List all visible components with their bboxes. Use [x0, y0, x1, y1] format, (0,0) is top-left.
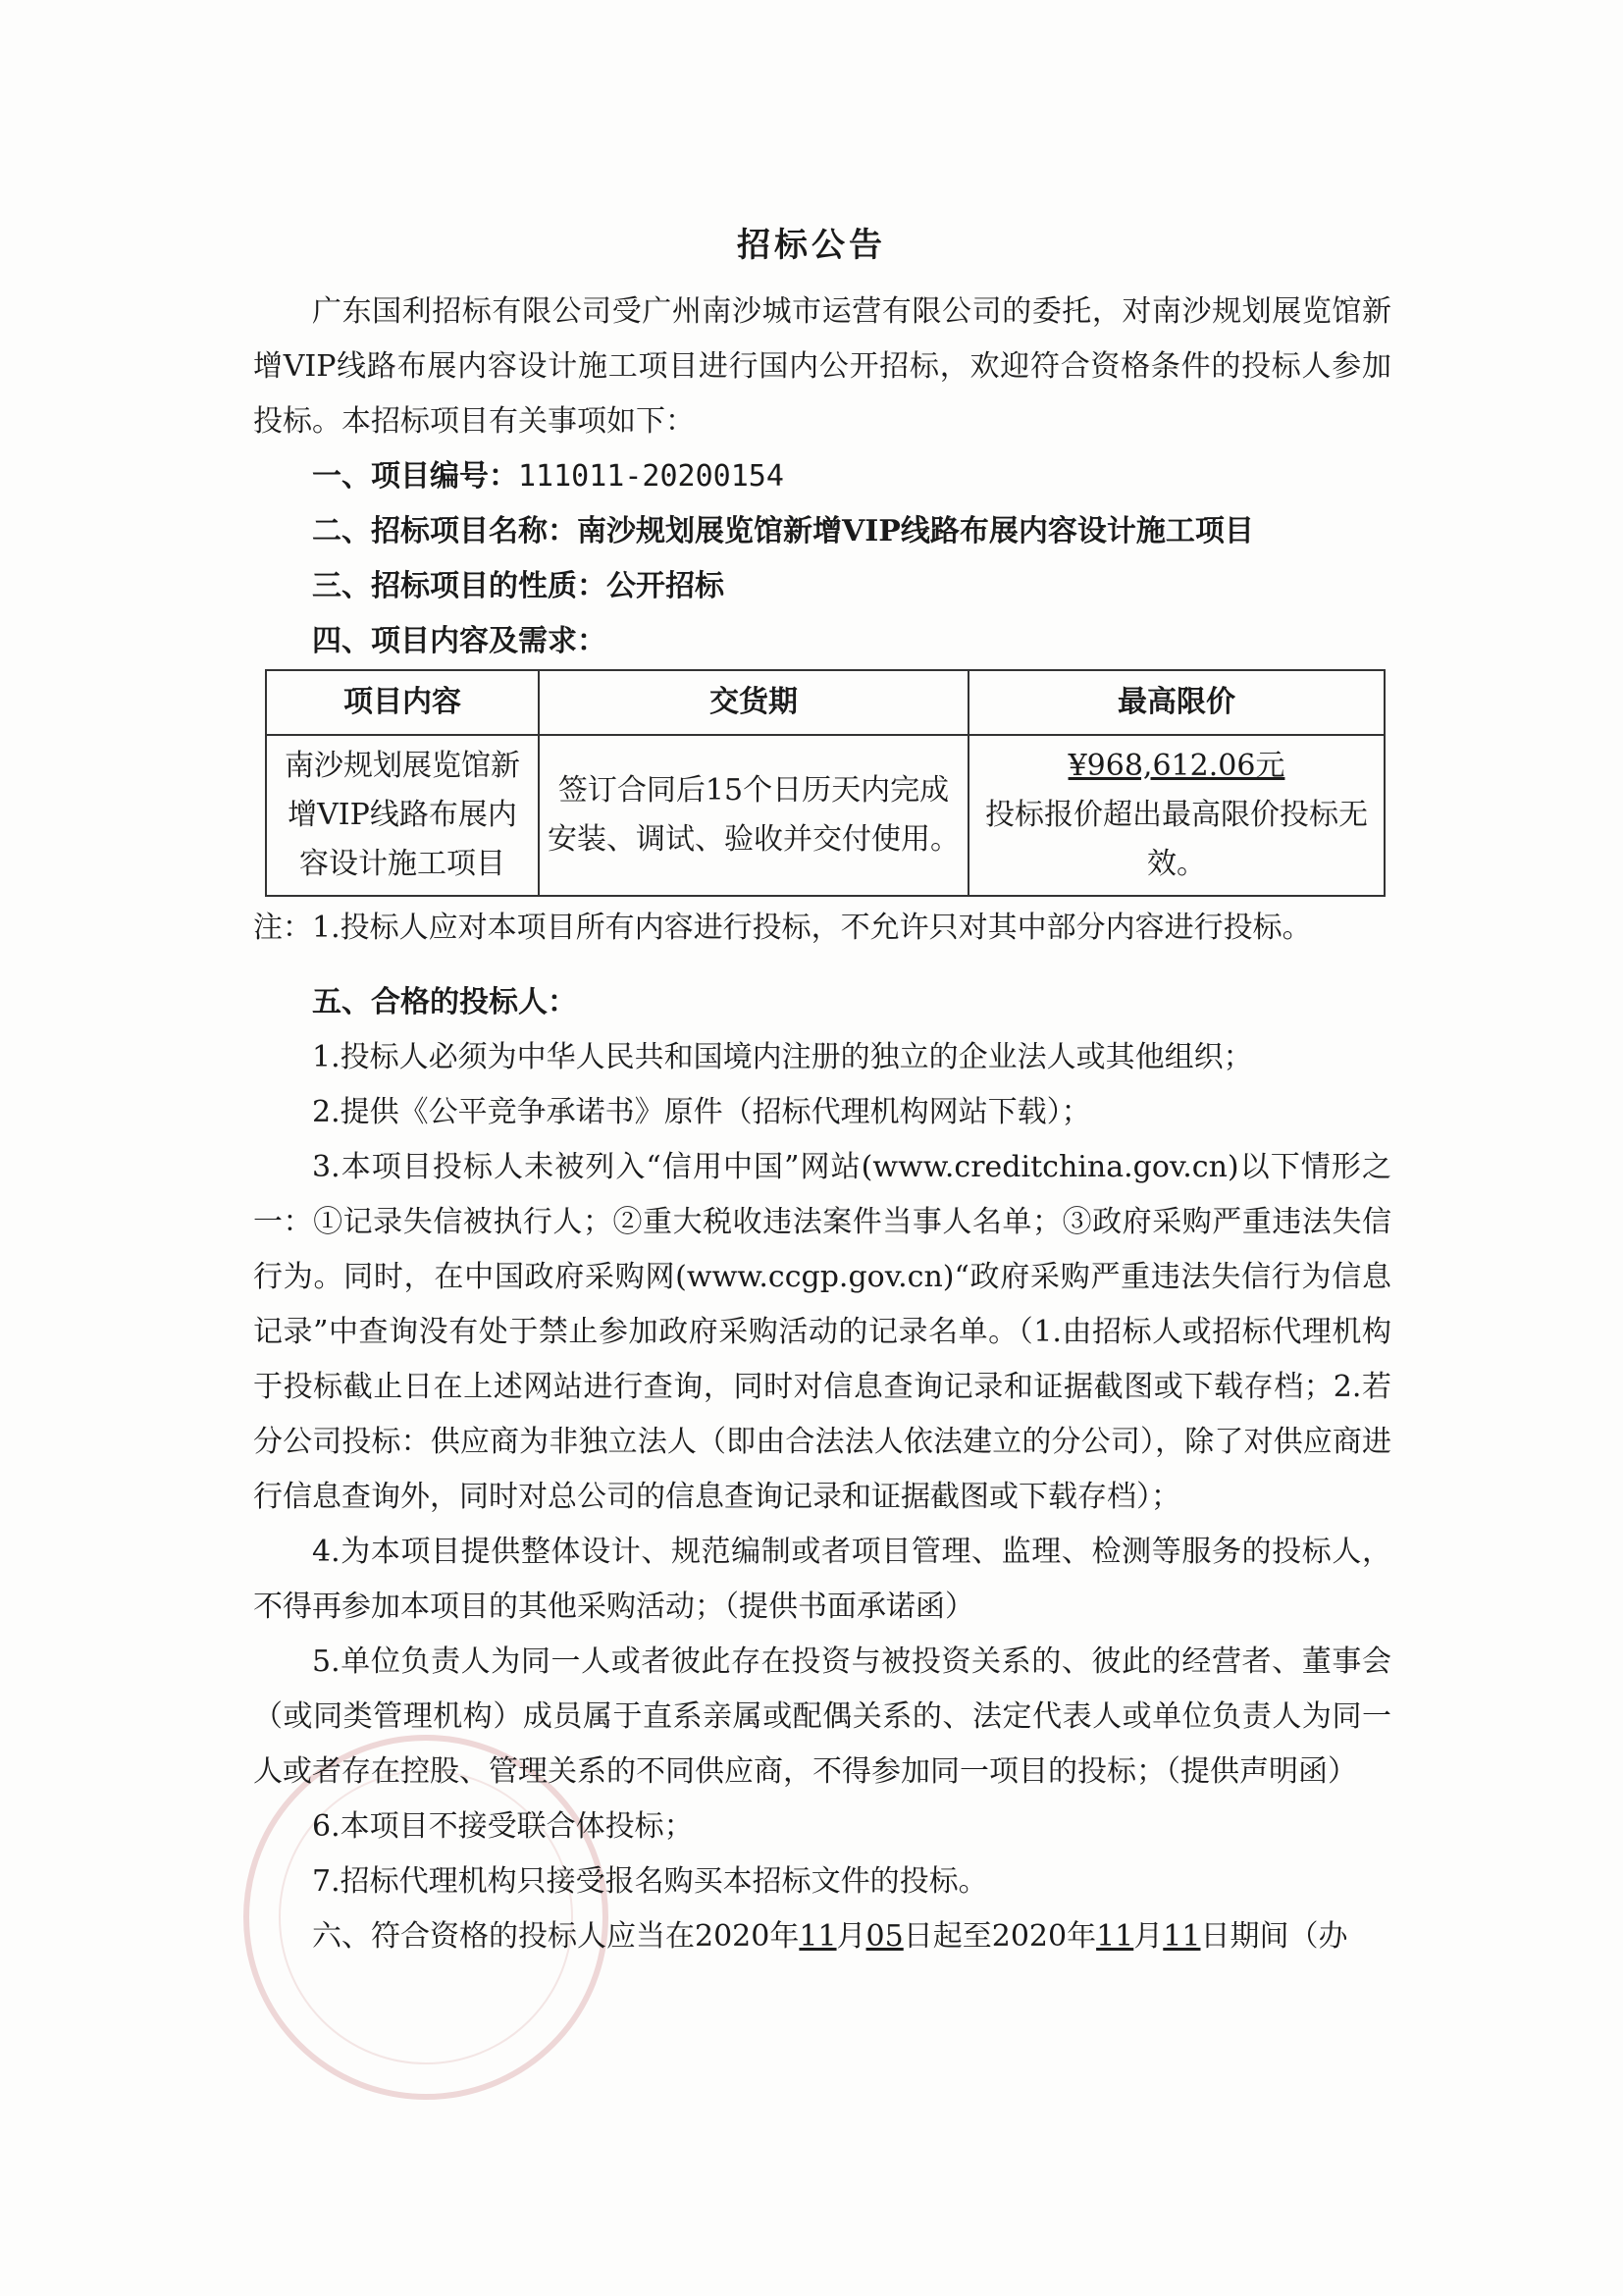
price-note: 投标报价超出最高限价投标无效。 — [985, 798, 1368, 881]
section5-heading: 五、合格的投标人： — [312, 985, 577, 1019]
list-item: 4.为本项目提供整体设计、规范编制或者项目管理、监理、检测等服务的投标人，不得再参加本项目的其他采购活动；（提供书面承诺函） — [253, 1535, 1391, 1624]
list-item: 1.投标人必须为中华人民共和国境内注册的独立的企业法人或其他组织； — [312, 1040, 1253, 1074]
table-cell-delivery: 签订合同后15个日历天内完成安装、调试、验收并交付使用。 — [539, 735, 969, 896]
table-header: 最高限价 — [969, 670, 1385, 735]
table-header: 项目内容 — [266, 670, 539, 735]
page-title: 招标公告 — [737, 226, 886, 265]
intro-paragraph: 广东国利招标有限公司受广州南沙城市运营有限公司的委托，对南沙规划展览馆新增VIP线路布展内容设计施工项目进行国内公开招标，欢迎符合资格条件的投标人参加投标。本招标项目有关事项如下： — [253, 294, 1391, 439]
table-header: 交货期 — [539, 670, 969, 735]
table-cell-price — [969, 735, 1385, 896]
list-item: 7.招标代理机构只接受报名购买本招标文件的投标。 — [312, 1864, 988, 1899]
table-row — [266, 735, 1385, 896]
item-project-number: 一、项目编号：111011-20200154 — [312, 459, 784, 494]
item-project-nature: 三、招标项目的性质：公开招标 — [312, 569, 724, 603]
list-item: 3.本项目投标人未被列入“信用中国”网站(www.creditchina.gov.cn)以下情形之一：①记录失信被执行人；②重大税收违法案件当事人名单；③政府采购严重违法失信行为。同时，在中国政府采购网(www.ccgp.gov.cn)“政府采购严重违法失信行为信息记录”中查询没有处于禁止参加政府采购活动的记录名单。（1.由招标人或招标代理机构于投标截止日在上述网站进行查询，同时对信息查询记录和证据截图或下载存档；2.若分公司投标：供应商为非独立法人（即由合法法人依法建立的分公司），除了对供应商进行信息查询外，同时对总公司的信息查询记录和证据截图或下载存档）； — [253, 1150, 1391, 1514]
table-note: 注：1.投标人应对本项目所有内容进行投标，不允许只对其中部分内容进行投标。 — [253, 911, 1312, 945]
table-cell-content: 南沙规划展览馆新增VIP线路布展内容设计施工项目 — [266, 735, 539, 896]
item-project-name: 二、招标项目名称：南沙规划展览馆新增VIP线路布展内容设计施工项目 — [312, 514, 1254, 548]
table-header-row — [266, 670, 1385, 735]
max-price: ¥968,612.06元 — [1068, 749, 1285, 783]
item-project-content: 四、项目内容及需求： — [312, 624, 606, 658]
requirements-table — [265, 669, 1386, 897]
section6-line: 六、符合资格的投标人应当在2020年11月05日起至2020年11月11日期间（办 — [312, 1919, 1348, 1954]
list-item: 5.单位负责人为同一人或者彼此存在投资与被投资关系的、彼此的经营者、董事会（或同类管理机构）成员属于直系亲属或配偶关系的、法定代表人或单位负责人为同一人或者存在控股、管理关系的不同供应商，不得参加同一项目的投标；（提供声明函） — [253, 1644, 1391, 1789]
list-item: 6.本项目不接受联合体投标； — [312, 1809, 694, 1844]
list-item: 2.提供《公平竞争承诺书》原件（招标代理机构网站下载）； — [312, 1095, 1091, 1129]
document-body — [253, 285, 1391, 1964]
